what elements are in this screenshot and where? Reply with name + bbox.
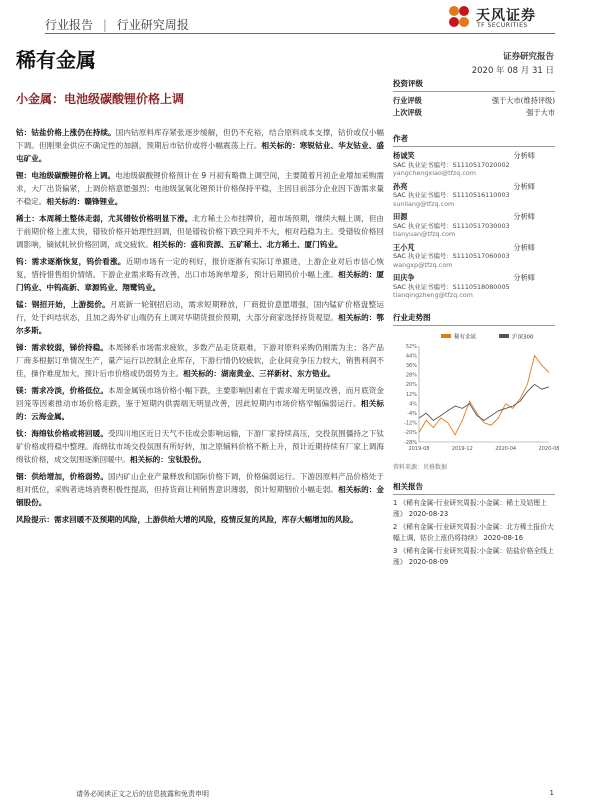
rating-row <box>393 107 555 119</box>
paragraph-heading: 锑：需求较弱，锑价持稳。 <box>16 343 109 352</box>
x-tick-label: 2019-08 <box>408 445 430 452</box>
paragraph-heading: 钴：钴盐价格上涨仍在持续。 <box>16 128 116 137</box>
y-tick-label: 44% <box>405 352 417 359</box>
rating-value: 强于大市 <box>526 108 555 117</box>
paragraph-text: 受四川地区近日天气不佳或会影响运输，下游厂家持续高压，交投氛围僵持之下钛矿价格或将稳中整理。海绵钛市场交投氛围有所好转，加之原辅料价格不断上升，预计近期持续有厂家上调海绵钛价格，成交氛围逐渐回暖中。 <box>16 429 385 464</box>
company-logo <box>446 2 556 32</box>
related-report-item[interactable] <box>393 522 555 544</box>
paragraph-heading: 锰：钢招开始，上游挺价。 <box>16 300 111 309</box>
authors-section-title: 作者 <box>393 133 555 147</box>
paragraph-titanium <box>16 427 384 466</box>
related-report-text: 《稀有金属-行业研究周报:小金属：稀土及钴锂上涨》 2020-08-23 <box>393 498 547 518</box>
header-tags <box>45 16 195 33</box>
y-tick-label: -4% <box>407 410 417 417</box>
series-line-rare-metals <box>419 355 549 434</box>
related-stocks: 相关标的：厦门钨业、中钨高新、章源钨业、翔鹭钨业。 <box>16 270 384 292</box>
related-report-text: 《稀有金属-行业研究周报:小金属：钴盐价格全线上涨》 2020-08-09 <box>393 546 554 566</box>
series-line-csi300 <box>419 384 549 420</box>
paragraph-text: 本周金属镁市场价格小幅下跌，主要影响因素在于需求端无明显改善，而月底资金回笼等因素推动市场价格走跌，鉴于短期内供需端无明显改善，因此短期内市场价格窄幅偏弱运行。 <box>16 386 385 408</box>
author-email[interactable]: tianqingzheng@tfzq.com <box>393 291 473 299</box>
y-tick-label: 12% <box>405 391 417 398</box>
report-subtitle: 小金属：电池级碳酸锂价格上调 <box>16 92 185 106</box>
paragraph-text: 近期市场有一定的利好，报价逐渐有实际订单跟进，上游企业对后市信心恢复，惜持惜售组价情绪。下游企业需求略有改善，出口市场询单增多，预计后期钨价小幅上涨。 <box>16 257 384 279</box>
author-sac: SAC 执业证书编号：S1110518080005 <box>393 282 510 291</box>
related-section-title: 相关报告 <box>393 481 555 495</box>
header-divider <box>45 33 555 34</box>
author-card <box>393 152 555 178</box>
header-separator: | <box>102 18 107 32</box>
related-report-item[interactable] <box>393 498 555 520</box>
related-report-number: 2 <box>393 522 398 531</box>
x-tick-label: 2020-08 <box>538 445 560 452</box>
paragraph-heading: 钨：需求逐渐恢复，钨价看涨。 <box>16 257 126 266</box>
related-report-number: 3 <box>393 546 398 555</box>
y-tick-label: 28% <box>405 372 417 379</box>
paragraph-text: 月底新一轮钢招启动，需求短期释放，厂商挺价意愿增强，国内锰矿价格盘整运行，处于纠结状态，且加之海外矿山端仍有上调对华期货报价预期，大部分商家选择持货观望。 <box>16 300 385 322</box>
legend-label: 稀有金属 <box>454 334 477 340</box>
report-subcategory: 行业研究周报 <box>116 18 189 32</box>
report-date: 2020 年 08 月 31 日 <box>471 66 554 76</box>
related-stocks: 相关标的：金铟股份。 <box>16 485 384 507</box>
paragraph-indium <box>16 470 384 509</box>
author-card <box>393 274 555 300</box>
report-category: 行业报告 <box>45 18 94 32</box>
author-card <box>393 183 555 209</box>
rating-section-title: 投资评级 <box>393 78 555 92</box>
author-role: 分析师 <box>513 212 535 221</box>
paragraph-heading: 钛：海绵钛价格或将回暖。 <box>16 429 109 438</box>
legend-swatch <box>499 334 509 338</box>
y-tick-label: 52% <box>405 343 417 350</box>
paragraph-text: 国内矿山企业产量释放和国际价格下调，价格偏弱运行。下游因原料产品价格处于相对低位，采购者进场消费积极性提高，但持货商让利销售意识薄弱，预计短期铟价小幅走弱。 <box>16 472 385 494</box>
author-name: 杨诚笑 <box>393 151 415 160</box>
related-stocks: 相关标的：宝钛股份。 <box>129 455 206 464</box>
paragraph-text: 北方稀土公布挂牌价，超市场预期，继续大幅上调，但由于前期价格上涨太快，镨钕价格开始理性回调，但是镨钕价格下跌空间并不大，相对趋稳为主。受镨钕价格回调影响，镝铽轧钬价格回调，成交疲软。 <box>16 214 385 249</box>
paragraph-text: 本周锑系市场需求疲软，多数产品走货艰难，下游对原料采购仍刚需为主；各产品厂商多根据订单情况生产，量产运行以控制企业库存，下游行情仍较疲软，企业间竞争压力较大，销售利润不佳，操作难度加大，预计后市价格或仍弱势为主。 <box>16 343 385 378</box>
logo-text-en: TF SECURITIES <box>477 22 528 29</box>
paragraph-antimony <box>16 341 384 380</box>
trend-chart <box>393 330 560 460</box>
author-name: 田源 <box>393 212 408 221</box>
author-role: 分析师 <box>513 181 535 191</box>
author-name: 孙亮 <box>393 181 408 191</box>
legend-label: 沪深300 <box>512 334 534 340</box>
rating-key: 行业评级 <box>393 96 422 105</box>
y-tick-label: 20% <box>405 381 417 388</box>
author-sac: SAC 执业证书编号：S1110517060003 <box>393 252 510 260</box>
author-name: 王小芃 <box>393 242 415 252</box>
rating-key: 上次评级 <box>393 108 422 117</box>
risk-warning: 风险提示：需求回暖不及预期的风险，上游供给大增的风险，疫情反复的风险，库存大幅增加的风险。 <box>16 515 358 524</box>
related-stocks: 相关标的：湖南黄金、三祥新材、东方锆业。 <box>183 369 335 378</box>
related-report-text: 《稀有金属-行业研究周报:小金属：北方稀土报价大幅上调，钴价上涨仍将持续》 2020-08-16 <box>393 522 554 542</box>
related-report-number: 1 <box>393 498 398 507</box>
logo-mark-icon <box>446 4 472 30</box>
author-card <box>393 213 555 239</box>
report-type: 证券研究报告 <box>502 52 554 62</box>
y-tick-label: -12% <box>404 420 417 427</box>
paragraph-tungsten <box>16 255 384 294</box>
paragraph-rare-earth <box>16 212 384 251</box>
author-sac: SAC 执业证书编号：S1110517030003 <box>393 221 510 230</box>
paragraph-cobalt <box>16 126 384 165</box>
chart-source: 资料来源：贝格数据 <box>393 463 448 471</box>
rating-value: 强于大市(维持评级) <box>491 96 555 105</box>
logo-text-cn: 天风证券 <box>476 8 536 24</box>
author-name: 田庆争 <box>393 273 415 282</box>
related-stocks: 相关标的：鄂尔多斯。 <box>16 313 384 335</box>
paragraph-heading: 锂：电池级碳酸锂价格上调。 <box>16 171 116 180</box>
y-tick-label: -20% <box>404 429 417 436</box>
trend-section-title: 行业走势图 <box>393 312 555 326</box>
y-tick-label: -28% <box>404 439 417 446</box>
paragraph-heading: 镁：需求冷淡，价格低位。 <box>16 386 109 395</box>
sidebar <box>393 78 560 570</box>
paragraph-heading: 铟：供给增加，价格弱势。 <box>16 472 109 481</box>
page-title: 稀有金属 <box>16 48 96 72</box>
paragraph-magnesium <box>16 384 384 423</box>
paragraph-manganese <box>16 298 384 337</box>
author-email[interactable]: yangchengxiao@tfzq.com <box>393 169 477 177</box>
author-role: 分析师 <box>513 151 535 160</box>
related-stocks: 相关标的：寒锐钴业、华友钴业、盛屯矿业。 <box>16 141 385 163</box>
paragraph-text: 电池级碳酸锂价格预计在 9 月初有略微上调空间，主要随着月初企业增加采购需求，大厂出货偏紧，上调价格意愿强烈；电池级氢氧化锂预计价格保持平稳，主因目前部分企业因下游需求量不稳定。 <box>16 171 385 206</box>
author-card <box>393 244 555 270</box>
related-stocks: 相关标的：盛和资源、五矿稀土、北方稀土、厦门钨业。 <box>152 240 343 249</box>
trend-chart-svg <box>393 330 560 460</box>
y-tick-label: 36% <box>405 362 417 369</box>
related-stocks: 相关标的：赣锋锂业。 <box>46 197 123 206</box>
author-email[interactable]: wangxp@tfzq.com <box>393 260 453 269</box>
author-sac: SAC 执业证书编号：S1110517020002 <box>393 160 510 169</box>
x-tick-label: 2020-04 <box>495 445 517 452</box>
page-number: 1 <box>549 789 554 797</box>
author-role: 分析师 <box>513 273 535 282</box>
author-email[interactable]: tianyuan@tfzq.com <box>393 230 456 238</box>
rating-row <box>393 95 555 107</box>
author-role: 分析师 <box>513 242 535 252</box>
paragraph-lithium <box>16 169 384 208</box>
legend-swatch <box>441 334 451 338</box>
y-tick-label: 4% <box>409 400 417 407</box>
disclaimer-footer: 请务必阅读正文之后的信息披露和免责申明 <box>76 790 209 798</box>
report-body <box>16 126 384 530</box>
paragraph-text: 国内钴原料库存紧张逐步缓解，但仍不充裕，结合原料成本支撑，钴价或仅小幅下调。但刚果金供应不确定性的加剧，预期后市钴价或将小幅震荡上行。 <box>16 128 384 150</box>
related-report-item[interactable] <box>393 546 555 568</box>
paragraph-heading: 稀土：本周稀土整体走弱，尤其镨钕价格明显下滑。 <box>16 214 193 223</box>
author-sac: SAC 执业证书编号：S1110516110003 <box>393 191 510 199</box>
x-tick-label: 2019-12 <box>451 445 473 452</box>
related-stocks: 相关标的：云海金属。 <box>16 399 384 421</box>
author-email[interactable]: sunliang@tfzq.com <box>393 199 455 208</box>
